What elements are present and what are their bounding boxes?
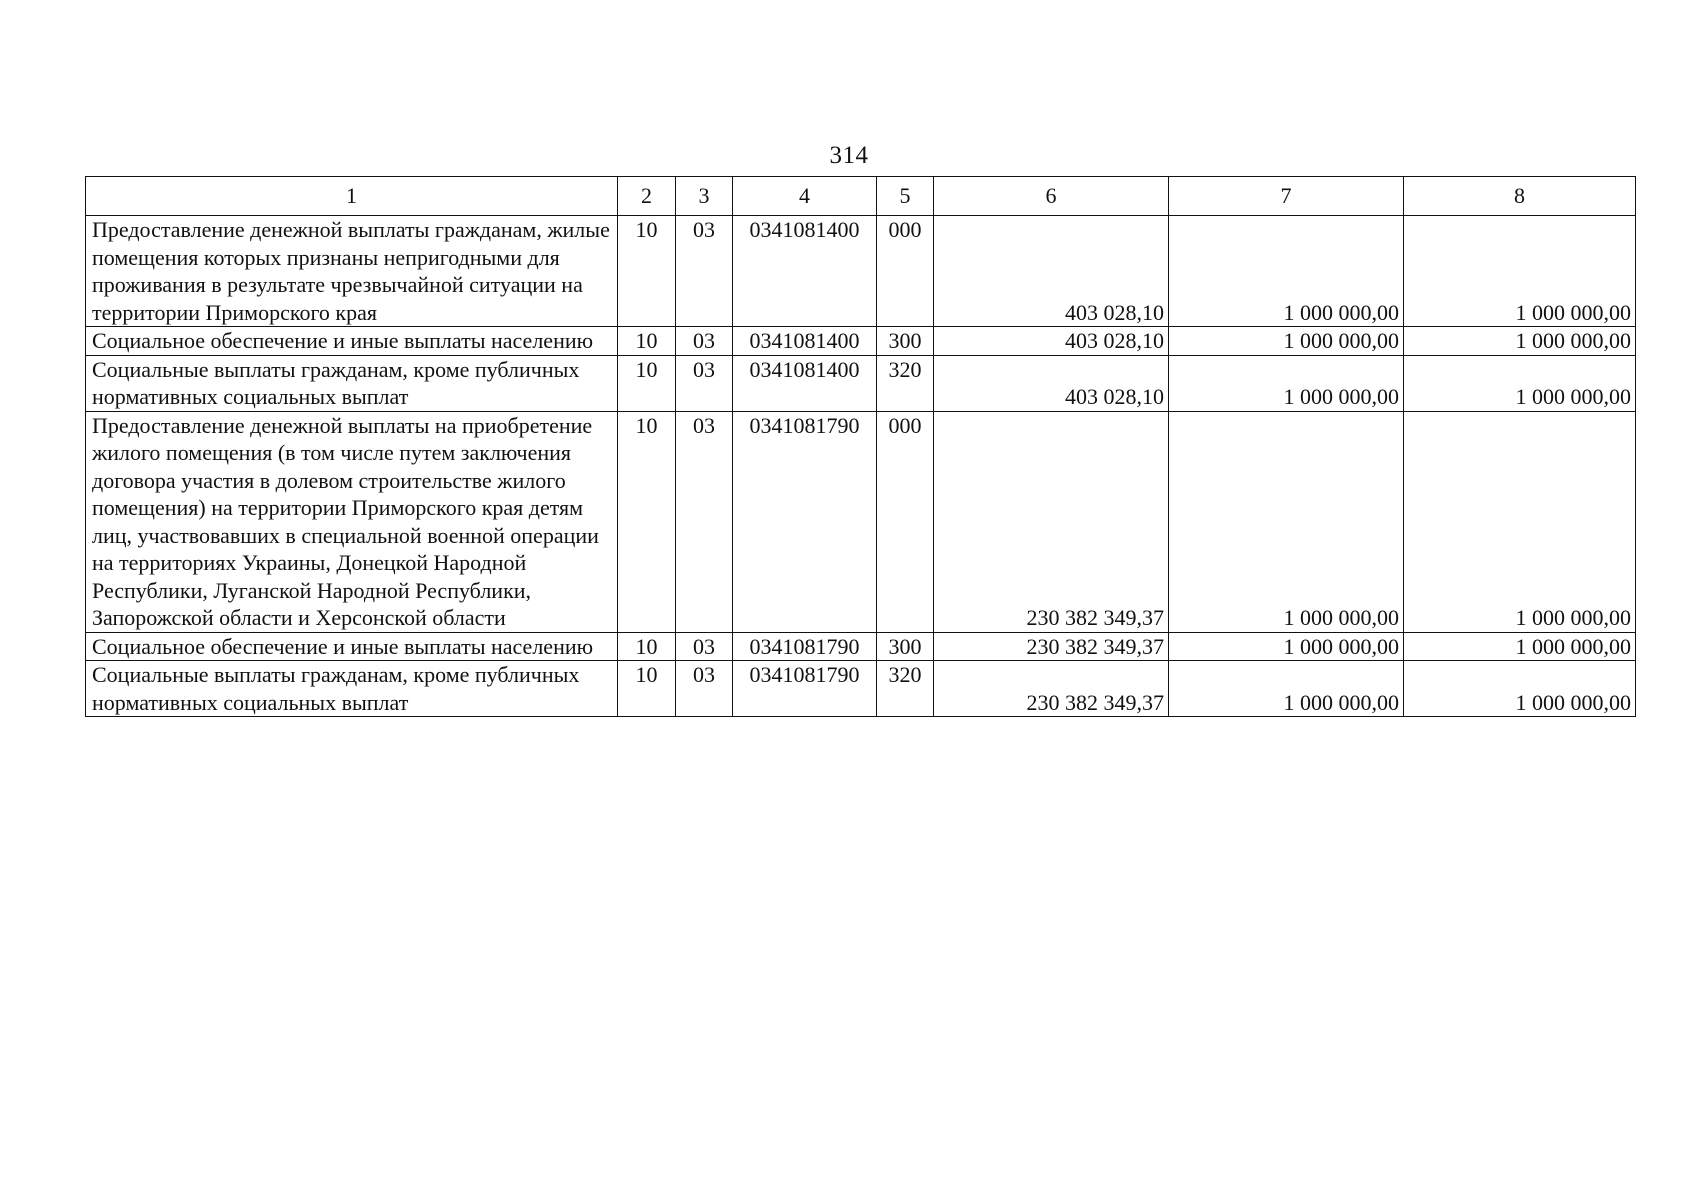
row-description: Социальные выплаты гражданам, кроме публичных нормативных социальных выплат (86, 355, 618, 411)
target-article-code: 0341081400 (733, 327, 877, 356)
amount-col-8: 1 000 000,00 (1404, 411, 1636, 632)
expense-type-code: 300 (877, 632, 934, 661)
header-col-1: 1 (86, 177, 618, 216)
subsection-code: 03 (676, 216, 733, 327)
expense-type-code: 300 (877, 327, 934, 356)
amount-col-7: 1 000 000,00 (1169, 661, 1404, 717)
section-code: 10 (618, 411, 676, 632)
amount-col-6: 230 382 349,37 (934, 661, 1169, 717)
amount-col-7: 1 000 000,00 (1169, 355, 1404, 411)
amount-col-6: 230 382 349,37 (934, 632, 1169, 661)
table-row (86, 661, 1636, 717)
header-col-3: 3 (676, 177, 733, 216)
subsection-code: 03 (676, 411, 733, 632)
header-col-2: 2 (618, 177, 676, 216)
amount-col-7: 1 000 000,00 (1169, 411, 1404, 632)
section-code: 10 (618, 327, 676, 356)
amount-col-8: 1 000 000,00 (1404, 216, 1636, 327)
section-code: 10 (618, 661, 676, 717)
expense-type-code: 000 (877, 411, 934, 632)
target-article-code: 0341081790 (733, 411, 877, 632)
subsection-code: 03 (676, 355, 733, 411)
section-code: 10 (618, 632, 676, 661)
expense-type-code: 000 (877, 216, 934, 327)
table-row (86, 632, 1636, 661)
section-code: 10 (618, 355, 676, 411)
amount-col-7: 1 000 000,00 (1169, 327, 1404, 356)
expense-type-code: 320 (877, 355, 934, 411)
amount-col-6: 403 028,10 (934, 216, 1169, 327)
subsection-code: 03 (676, 327, 733, 356)
header-col-6: 6 (934, 177, 1169, 216)
row-description: Социальное обеспечение и иные выплаты населению (86, 327, 618, 356)
expense-type-code: 320 (877, 661, 934, 717)
row-description: Предоставление денежной выплаты на приобретение жилого помещения (в том числе путем заключения договора участия в долевом строительстве жилого помещения) на территории Приморского края детям лиц, участвовавших в специальной военной операции на территориях Украины, Донецкой Народной Республики, Луганской Народной Республики, Запорожской области и Херсонской области (86, 411, 618, 632)
amount-col-8: 1 000 000,00 (1404, 661, 1636, 717)
table-row (86, 216, 1636, 327)
amount-col-8: 1 000 000,00 (1404, 355, 1636, 411)
table-row (86, 355, 1636, 411)
header-col-5: 5 (877, 177, 934, 216)
header-col-4: 4 (733, 177, 877, 216)
budget-table (85, 176, 1636, 717)
header-col-7: 7 (1169, 177, 1404, 216)
header-col-8: 8 (1404, 177, 1636, 216)
header-row (86, 177, 1636, 216)
amount-col-6: 230 382 349,37 (934, 411, 1169, 632)
amount-col-8: 1 000 000,00 (1404, 632, 1636, 661)
section-code: 10 (618, 216, 676, 327)
target-article-code: 0341081790 (733, 661, 877, 717)
subsection-code: 03 (676, 632, 733, 661)
target-article-code: 0341081400 (733, 355, 877, 411)
target-article-code: 0341081400 (733, 216, 877, 327)
amount-col-7: 1 000 000,00 (1169, 632, 1404, 661)
amount-col-8: 1 000 000,00 (1404, 327, 1636, 356)
budget-table-container (85, 176, 1635, 717)
subsection-code: 03 (676, 661, 733, 717)
amount-col-6: 403 028,10 (934, 355, 1169, 411)
row-description: Предоставление денежной выплаты гражданам, жилые помещения которых признаны непригодными для проживания в результате чрезвычайной ситуации на территории Приморского края (86, 216, 618, 327)
table-row (86, 411, 1636, 632)
target-article-code: 0341081790 (733, 632, 877, 661)
table-row (86, 327, 1636, 356)
amount-col-7: 1 000 000,00 (1169, 216, 1404, 327)
row-description: Социальные выплаты гражданам, кроме публичных нормативных социальных выплат (86, 661, 618, 717)
amount-col-6: 403 028,10 (934, 327, 1169, 356)
page-number: 314 (829, 142, 869, 169)
row-description: Социальное обеспечение и иные выплаты населению (86, 632, 618, 661)
